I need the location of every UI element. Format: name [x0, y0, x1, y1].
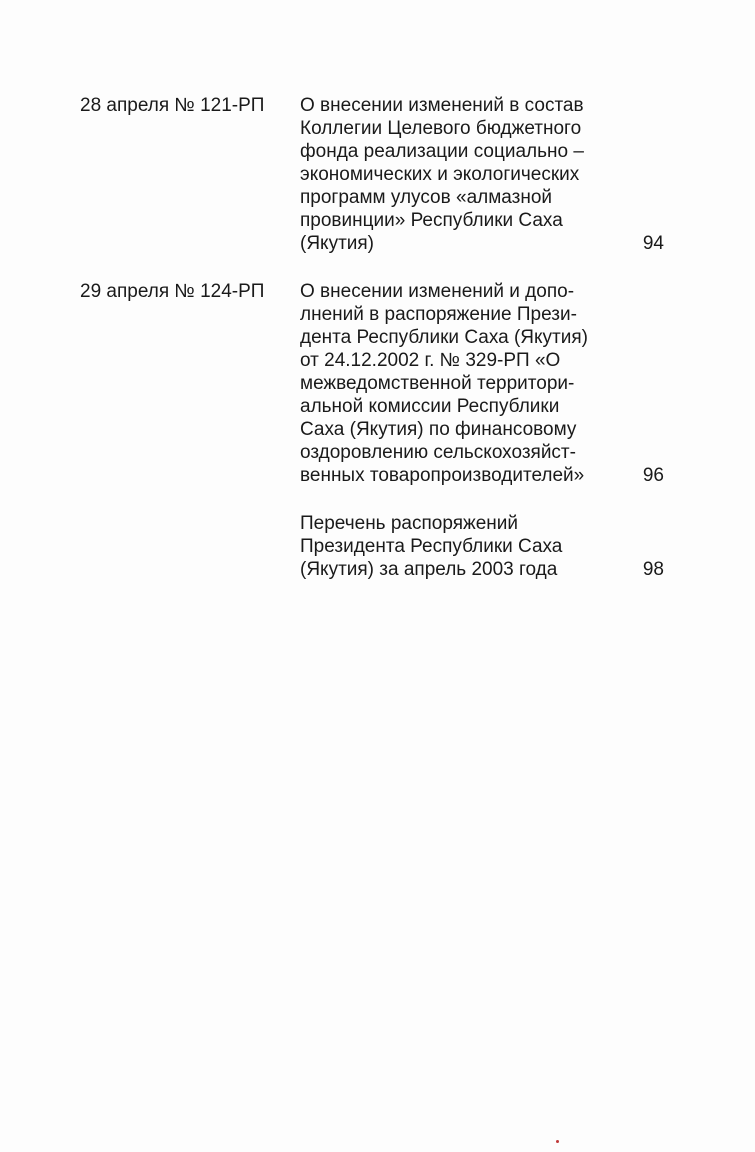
entry-title	[300, 94, 620, 255]
entry-title	[300, 512, 620, 581]
title-line: от 24.12.2002 г. № 329-РП «О	[300, 350, 561, 371]
page-number: 94	[642, 233, 664, 254]
title-line: экономических и экологических	[300, 164, 580, 185]
title-line: венных товаропроизводителей»	[300, 465, 585, 486]
scan-speck	[556, 1140, 559, 1143]
title-line: оздоровлению сельскохозяйст-	[300, 442, 576, 463]
title-line: (Якутия)	[300, 233, 375, 254]
entry-title	[300, 280, 620, 487]
title-line: О внесении изменений и допо-	[300, 281, 575, 302]
title-line: (Якутия) за апрель 2003 года	[300, 559, 558, 580]
title-line: фонда реализации социально –	[300, 141, 584, 162]
title-line: программ улусов «алмазной	[300, 187, 553, 208]
title-line: О внесении изменений в состав	[300, 95, 584, 116]
page-number: 98	[642, 559, 664, 580]
title-line: Коллегии Целевого бюджетного	[300, 118, 582, 139]
title-line: провинции» Республики Саха	[300, 210, 563, 231]
title-line: Президента Республики Саха	[300, 536, 563, 557]
title-line: лнений в распоряжение Прези-	[300, 304, 577, 325]
page-number: 96	[642, 465, 664, 486]
title-line: Саха (Якутия) по финансовому	[300, 419, 577, 440]
title-line: межведомственной территори-	[300, 373, 575, 394]
title-line: дента Республики Саха (Якутия)	[300, 327, 588, 348]
entry-date: 29 апреля № 124-РП	[80, 281, 265, 302]
title-line: альной комиссии Республики	[300, 396, 560, 417]
title-line: Перечень распоряжений	[300, 513, 518, 534]
entry-date: 28 апреля № 121-РП	[80, 95, 265, 116]
